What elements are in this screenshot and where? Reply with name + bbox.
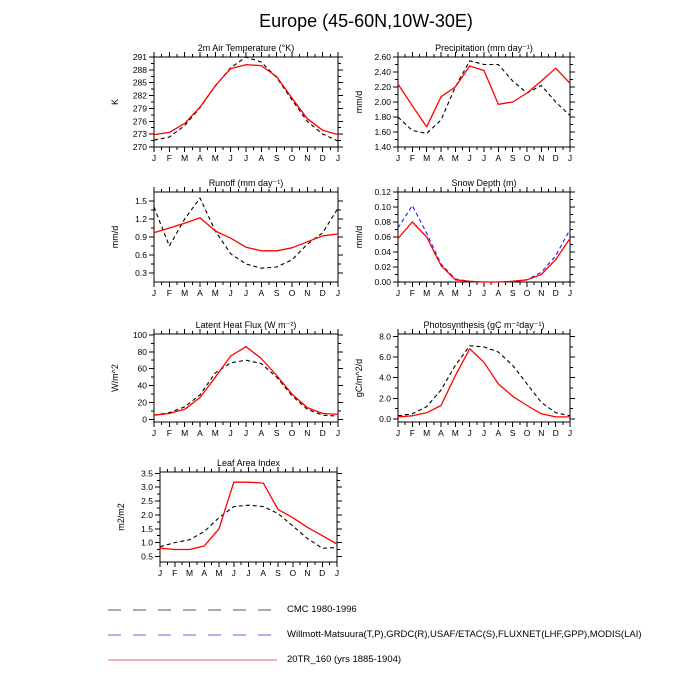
y-tick-label: 276 — [132, 116, 147, 127]
x-tick-label: J — [335, 428, 341, 438]
y-tick-label: 273 — [132, 129, 147, 140]
legend-item — [107, 597, 642, 622]
x-tick-label: F — [166, 288, 172, 298]
y-tick-label: 0.08 — [374, 217, 391, 227]
x-tick-label: S — [273, 428, 280, 438]
plot-border — [154, 192, 338, 282]
y-tick-label: 0.02 — [374, 262, 391, 272]
legend-item — [107, 647, 642, 672]
x-tick-label: D — [319, 568, 326, 578]
x-tick-label: A — [197, 153, 203, 163]
y-axis-label: mm/d — [354, 90, 364, 114]
x-tick-label: J — [567, 428, 573, 438]
series-model-red — [154, 347, 338, 416]
y-tick-label: 0.0 — [379, 413, 391, 424]
legend-label: 20TR_160 (yrs 1885-1904) — [287, 654, 402, 665]
series-model-red — [160, 482, 337, 549]
x-tick-label: S — [509, 288, 516, 298]
x-tick-label: J — [228, 288, 233, 298]
chart-photosynthesis — [354, 320, 575, 438]
axis-ticks — [149, 187, 343, 287]
x-tick-label: O — [288, 428, 296, 438]
x-tick-label: A — [438, 288, 444, 298]
x-tick-label: J — [243, 288, 249, 298]
legend-label: CMC 1980-1996 — [287, 604, 357, 615]
y-tick-label: 40 — [137, 380, 147, 391]
x-tick-label: A — [258, 288, 265, 298]
x-tick-label: J — [151, 288, 157, 298]
chart-title: 2m Air Temperature (°K) — [197, 43, 295, 53]
y-tick-label: 291 — [132, 52, 147, 62]
x-tick-label: D — [319, 428, 326, 438]
x-tick-label: D — [552, 428, 559, 438]
x-tick-label: M — [423, 428, 431, 438]
x-tick-label: O — [523, 153, 531, 163]
x-tick-label: M — [451, 153, 459, 163]
x-tick-label: O — [523, 428, 531, 438]
y-tick-label: 0.3 — [135, 268, 147, 278]
y-tick-label: 0.6 — [135, 250, 147, 260]
x-tick-label: A — [258, 153, 265, 163]
x-tick-label: J — [228, 428, 233, 438]
x-tick-label: A — [438, 428, 444, 438]
y-tick-label: 270 — [132, 142, 147, 152]
chart-title: Leaf Area Index — [216, 458, 281, 468]
x-tick-label: D — [319, 153, 326, 163]
x-tick-label: N — [304, 428, 311, 438]
y-tick-label: 1.5 — [141, 523, 153, 534]
x-tick-label: A — [258, 428, 265, 438]
series-model-red — [398, 222, 570, 282]
y-tick-label: 20 — [137, 397, 147, 408]
y-tick-label: 279 — [132, 103, 147, 114]
x-tick-label: M — [181, 153, 189, 163]
chart-runoff — [110, 178, 343, 298]
chart-title: Precipitation (mm day⁻¹) — [435, 43, 533, 53]
x-tick-label: M — [181, 428, 189, 438]
y-tick-label: 1.0 — [141, 537, 153, 548]
x-tick-label: A — [438, 153, 444, 163]
x-tick-label: A — [495, 288, 502, 298]
chart-precipitation — [354, 43, 575, 163]
page-title: Europe (45-60N,10W-30E) — [259, 11, 473, 31]
y-axis-label: W/m^2 — [110, 364, 120, 392]
y-tick-label: 8.0 — [379, 331, 391, 342]
x-tick-label: J — [567, 153, 573, 163]
y-axis-label: gC/m^2/d — [354, 358, 364, 398]
axis-ticks — [149, 52, 343, 152]
x-tick-label: M — [215, 568, 223, 578]
y-tick-label: 2.00 — [374, 97, 391, 107]
y-tick-label: 2.40 — [374, 67, 391, 77]
x-tick-label: S — [509, 153, 516, 163]
x-tick-label: S — [275, 568, 281, 578]
chart-title: Latent Heat Flux (W m⁻²) — [195, 320, 297, 330]
x-tick-label: O — [288, 288, 296, 298]
plot-border — [154, 57, 338, 147]
series-obs-dashed — [160, 505, 337, 548]
x-tick-label: N — [304, 568, 311, 578]
y-axis-label: K — [110, 98, 120, 106]
x-tick-label: M — [181, 288, 189, 298]
x-tick-label: J — [151, 153, 157, 163]
x-tick-label: M — [423, 288, 431, 298]
y-tick-label: 0.12 — [374, 187, 391, 197]
x-tick-label: J — [467, 153, 472, 163]
x-tick-label: N — [538, 288, 545, 298]
y-tick-label: 1.2 — [135, 214, 147, 224]
x-tick-label: N — [304, 153, 311, 163]
x-tick-label: M — [211, 288, 219, 298]
x-tick-label: J — [481, 153, 487, 163]
x-tick-label: N — [304, 288, 311, 298]
x-tick-label: F — [409, 288, 415, 298]
x-tick-label: J — [481, 288, 487, 298]
x-tick-label: M — [211, 153, 219, 163]
x-tick-label: J — [335, 153, 341, 163]
series-obs-dashed — [154, 57, 338, 141]
y-tick-label: 285 — [132, 77, 147, 88]
y-tick-label: 0.04 — [374, 247, 391, 257]
y-tick-label: 2.60 — [374, 52, 391, 62]
y-tick-label: 1.80 — [374, 112, 391, 122]
x-tick-label: D — [552, 153, 559, 163]
x-tick-label: J — [228, 153, 233, 163]
y-tick-label: 0.9 — [135, 232, 147, 242]
y-axis-label: m2/m2 — [116, 503, 126, 531]
y-tick-label: 288 — [132, 64, 147, 75]
x-tick-label: J — [151, 428, 157, 438]
x-tick-label: F — [409, 153, 415, 163]
x-tick-label: O — [523, 288, 531, 298]
legend-label: Willmott-Matsuura(T,P),GRDC(R),USAF/ETAC(S),FLUXNET(LHF,GPP),MODIS(LAI) — [287, 629, 642, 640]
legend-dashed-line — [107, 629, 279, 641]
y-tick-label: 3.5 — [141, 468, 153, 479]
series-model-red — [398, 66, 570, 127]
x-tick-label: A — [197, 428, 203, 438]
y-tick-label: 0.10 — [374, 202, 391, 212]
x-tick-label: D — [552, 288, 559, 298]
y-tick-label: 1.5 — [135, 196, 147, 206]
x-tick-label: M — [451, 428, 459, 438]
x-tick-label: M — [185, 568, 194, 578]
x-tick-label: O — [289, 568, 297, 578]
axis-ticks — [393, 52, 575, 152]
x-tick-label: J — [395, 153, 401, 163]
y-axis-label: mm/d — [110, 225, 120, 249]
x-tick-label: N — [538, 428, 545, 438]
chart-title: Runoff (mm day⁻¹) — [208, 178, 284, 188]
y-tick-label: 100 — [132, 329, 147, 340]
x-tick-label: A — [260, 568, 267, 578]
x-tick-label: J — [335, 288, 341, 298]
chart-title: Photosynthesis (gC m⁻²day⁻¹) — [423, 320, 545, 330]
plot-border — [160, 472, 337, 562]
y-tick-label: 0.00 — [374, 277, 391, 287]
series-obs-dashed — [398, 206, 570, 283]
x-tick-label: A — [495, 153, 502, 163]
y-tick-label: 2.5 — [141, 496, 153, 507]
x-tick-label: S — [273, 153, 280, 163]
series-model-red — [154, 65, 338, 135]
x-tick-label: N — [538, 153, 545, 163]
series-model-red — [154, 218, 338, 251]
x-tick-label: J — [395, 288, 401, 298]
chart-snow_depth — [354, 178, 575, 298]
x-tick-label: S — [273, 288, 280, 298]
legend-solid-line — [107, 654, 279, 666]
legend — [107, 597, 642, 672]
x-tick-label: J — [243, 153, 249, 163]
x-tick-label: M — [423, 153, 431, 163]
y-tick-label: 4.0 — [379, 372, 391, 383]
chart-leaf_area_index — [116, 458, 342, 578]
x-tick-label: M — [451, 288, 459, 298]
series-obs-dashed — [154, 198, 338, 268]
chart-title: Snow Depth (m) — [451, 178, 517, 188]
y-tick-label: 6.0 — [379, 352, 391, 363]
y-tick-label: 3.0 — [141, 482, 153, 493]
x-tick-label: M — [211, 428, 219, 438]
y-tick-label: 0 — [142, 414, 147, 425]
x-tick-label: J — [467, 428, 472, 438]
axis-ticks — [393, 329, 575, 427]
y-tick-label: 1.60 — [374, 127, 391, 137]
x-tick-label: S — [509, 428, 516, 438]
x-tick-label: J — [395, 428, 401, 438]
x-tick-label: F — [409, 428, 415, 438]
x-tick-label: J — [243, 428, 249, 438]
y-tick-label: 0.06 — [374, 232, 391, 242]
axis-ticks — [393, 187, 575, 287]
x-tick-label: O — [288, 153, 296, 163]
y-tick-label: 282 — [132, 90, 147, 101]
x-tick-label: J — [246, 568, 251, 578]
series-obs-dashed — [154, 360, 338, 416]
legend-item — [107, 622, 642, 647]
x-tick-label: A — [495, 428, 502, 438]
y-axis-label: mm/d — [354, 225, 364, 249]
x-tick-label: F — [166, 153, 172, 163]
x-tick-label: J — [157, 568, 163, 578]
y-tick-label: 0.5 — [141, 551, 153, 562]
series-model-red — [398, 349, 570, 417]
series-obs-dashed — [398, 346, 570, 416]
x-tick-label: F — [166, 428, 172, 438]
x-tick-label: J — [467, 288, 472, 298]
x-tick-label: J — [567, 288, 573, 298]
x-tick-label: A — [197, 288, 203, 298]
y-tick-label: 1.40 — [374, 142, 391, 152]
x-tick-label: A — [201, 568, 208, 578]
y-tick-label: 60 — [137, 363, 147, 374]
axis-ticks — [149, 329, 343, 427]
x-tick-label: D — [319, 288, 326, 298]
x-tick-label: J — [481, 428, 487, 438]
x-tick-label: J — [334, 568, 340, 578]
y-tick-label: 2.0 — [141, 509, 153, 520]
chart-temperature — [110, 43, 343, 163]
y-tick-label: 2.20 — [374, 82, 391, 92]
x-tick-label: F — [172, 568, 178, 578]
y-tick-label: 80 — [137, 346, 147, 357]
chart-latent_heat_flux — [110, 320, 343, 438]
legend-dashed-line — [107, 604, 279, 616]
y-tick-label: 2.0 — [379, 393, 391, 404]
x-tick-label: J — [231, 568, 236, 578]
